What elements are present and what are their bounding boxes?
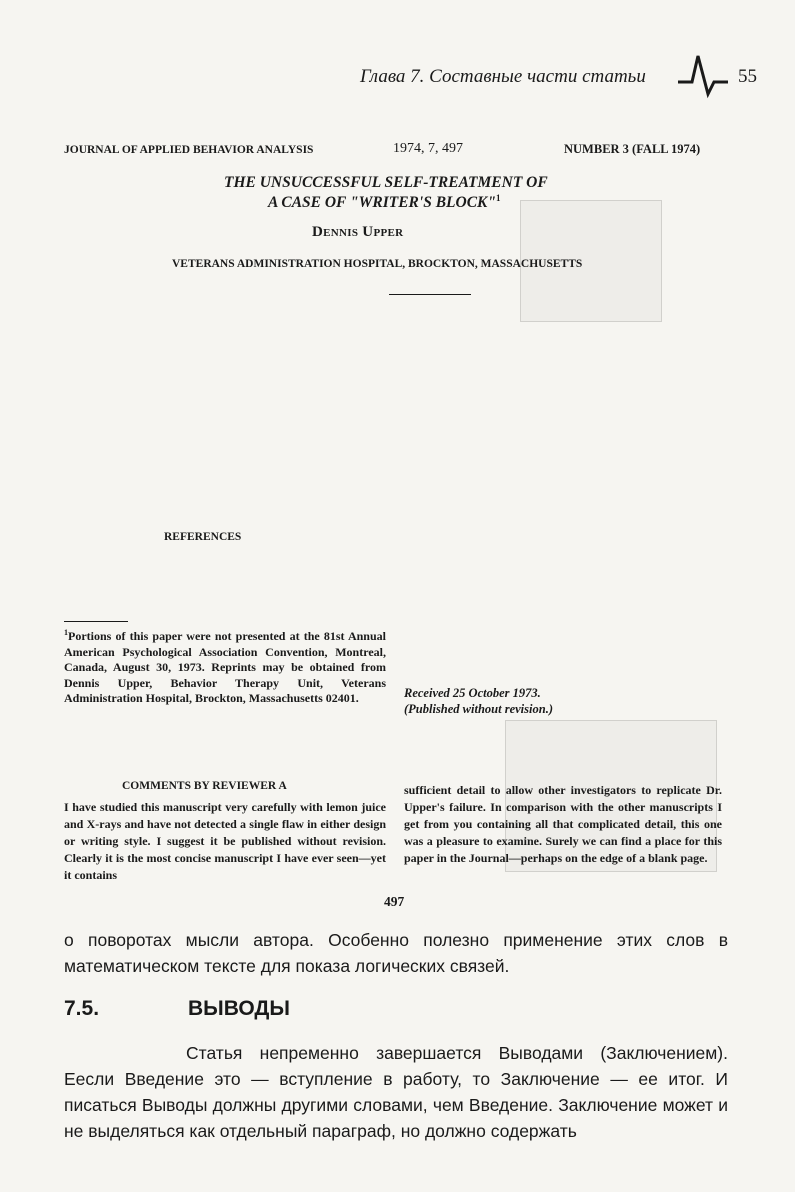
journal-page-number: 497 xyxy=(384,894,405,909)
received-date: Received 25 October 1973. xyxy=(404,686,541,700)
running-head: Глава 7. Составные части статьи xyxy=(360,66,646,87)
footnote-divider xyxy=(64,621,128,622)
section-heading xyxy=(64,997,290,1021)
section-title: ВЫВОДЫ xyxy=(188,997,290,1020)
article-title-line2: A CASE OF "WRITER'S BLOCK"$^1$ xyxy=(268,193,501,212)
footnote-number: 1 xyxy=(64,628,68,637)
paragraph-continued: о поворотах мысли автора. Особенно полезно применение этих слов в математическом тексте для показа логических связей. xyxy=(64,930,728,976)
reviewer-comment-right: sufficient detail to allow other investigators to replicate Dr. Upper's failure. In comparison with the other manuscripts I get from you containing all that complicated detail, this one was a pleasure to examine. Surely we can find a place for this paper in the Journal—perhaps on the edge of a blank page. xyxy=(404,783,722,865)
journal-issue: NUMBER 3 (FALL 1974) xyxy=(564,142,701,156)
publication-note: (Published without revision.) xyxy=(404,702,553,716)
references-heading: REFERENCES xyxy=(164,531,242,543)
journal-page-facsimile xyxy=(64,138,734,928)
reviewer-comment-left: I have studied this manuscript very carefully with lemon juice and X-rays and have not detected a single flaw in either design or writing style. I suggest it be published without revision. Clearly it is the most concise manuscript I have ever seen—yet it contains xyxy=(64,800,386,882)
page-number: 55 xyxy=(738,66,757,87)
section-number: 7.5. xyxy=(64,997,100,1020)
author-affiliation: VETERANS ADMINISTRATION HOSPITAL, BROCKTON, MASSACHUSETTS xyxy=(172,258,583,270)
article-title-line1: THE UNSUCCESSFUL SELF-TREATMENT OF xyxy=(224,174,548,191)
footnote: $^1$Portions of this paper were not presented at the 81st Annual American Psychological Association Convention, Montreal, Canada, August 30, 1973. Reprints may be obtained from Dennis Upper, Behavior Therapy Unit, Veterans Administration Hospital, Brockton, Massachusetts 02401. xyxy=(64,628,386,706)
pulse-line-icon xyxy=(678,52,730,100)
journal-volume: 1974, 7, 497 xyxy=(393,141,463,156)
journal-name: JOURNAL OF APPLIED BEHAVIOR ANALYSIS xyxy=(64,144,314,156)
title-divider xyxy=(389,294,471,295)
paragraph-conclusion: Статья непременно завершается Выводами (Заключением). Еесли Введение это — вступление в работу, то Заключение — ее итог. И писаться Выводы должны другими словами, чем Введение. Заключение может и не выделяться как отдельный параграф, но должно содержать xyxy=(64,1043,728,1141)
received-note xyxy=(404,685,553,717)
comments-heading: COMMENTS BY REVIEWER A xyxy=(122,780,287,792)
footnote-mark: 1 xyxy=(495,193,501,203)
article-author: Dennis Upper xyxy=(312,224,404,240)
